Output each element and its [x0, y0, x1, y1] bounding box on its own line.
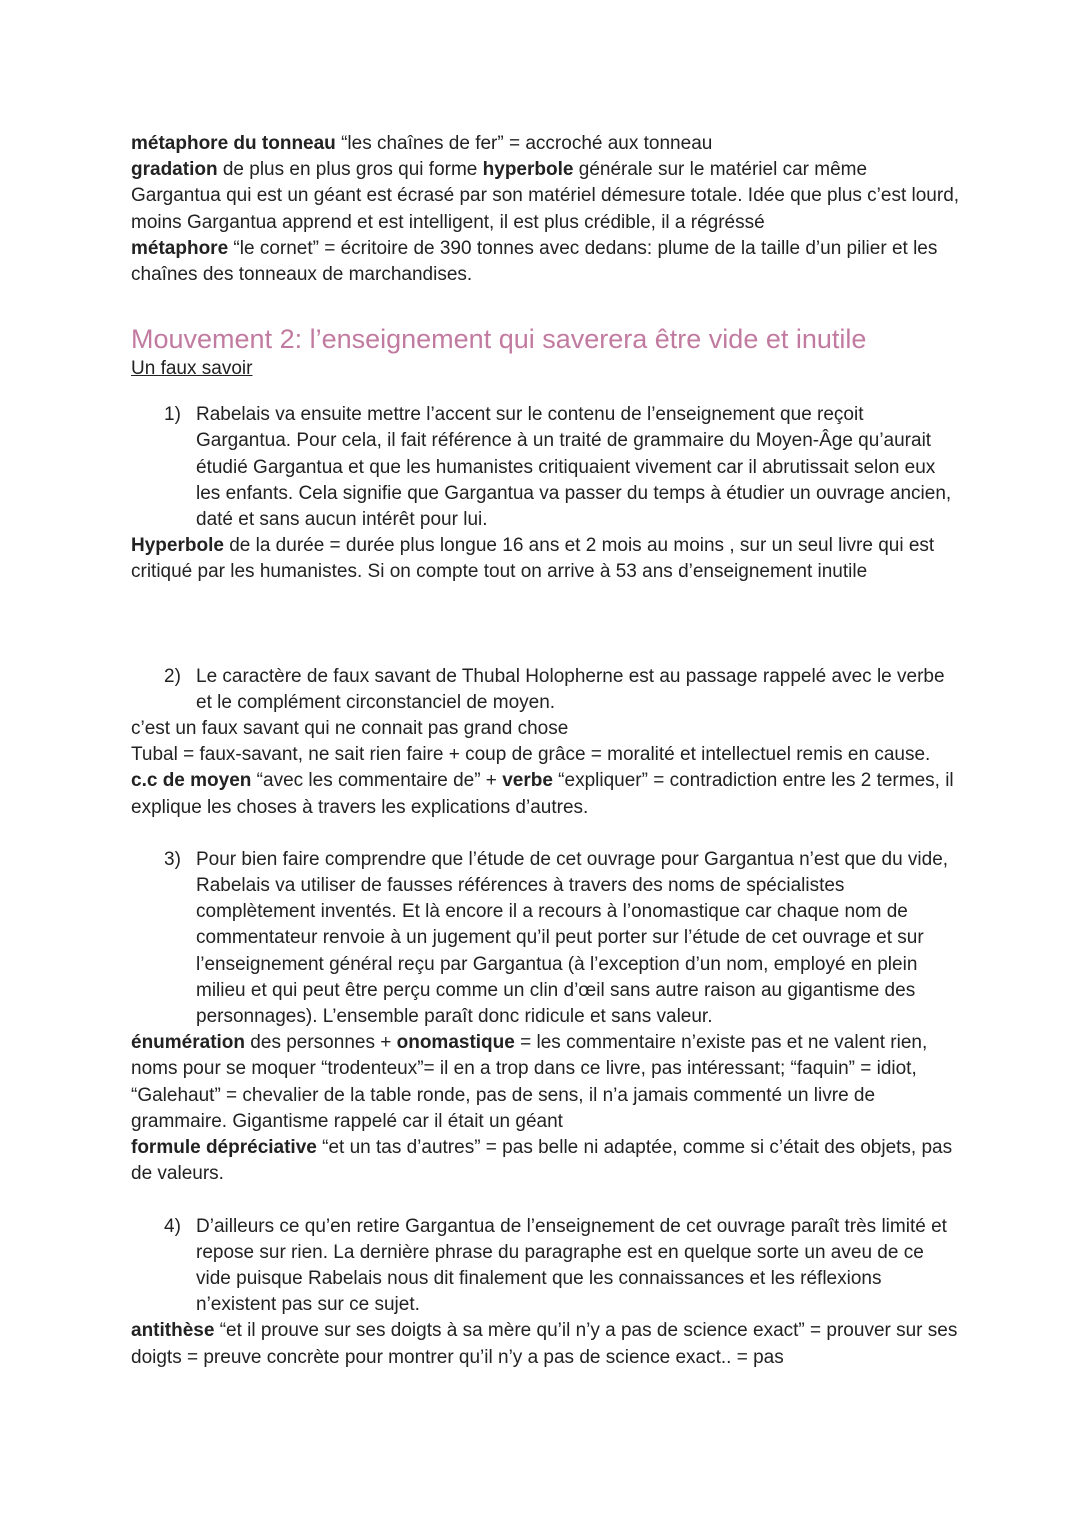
section-heading: Mouvement 2: l’enseignement qui saverera être vide et inutile [131, 324, 867, 355]
bold-term: gradation [131, 159, 218, 181]
list-item-text: D’ailleurs ce qu’en retire Gargantua de l’enseignement de cet ouvrage paraît très limité et repose sur rien. La dernière phrase du paragraphe est en quelque sorte un aveu de ce vide puisque Rabelais nous dit finalement que les connaissances et les réflexions n’existent pas sur ce sujet. [196, 1215, 947, 1316]
paragraph-text: de plus en plus gros qui forme [217, 159, 483, 181]
list-item [131, 402, 961, 533]
bold-term: métaphore du tonneau [131, 133, 336, 154]
paragraph-text: générale sur le matériel car même Gargantua qui est un géant est écrasé par son matériel démesure totale. Idée que plus c’est lourd, moins Gargantua apprend et est intelligent, il est plus crédible, il a régréssé [131, 159, 960, 233]
list-item-text: Pour bien faire comprendre que l’étude de cet ouvrage pour Gargantua n’est que du vide, Rabelais va utiliser de fausses références à travers des noms de spécialistes complètement inventés. Et là encore il a recours à l’onomastique car chaque nom de commentateur renvoie à un jugement qu’il peut porter sur l’étude de cet ouvrage et sur l’enseignement général reçu par Gargantua (à l’exception d’un nom, employé en plein milieu et qui peut être perçu comme un clin d’œil sans autre raison au gigantisme des personnages). L’ensemble paraît donc ridicule et sans valeur. [196, 848, 949, 1028]
list-item-number: 2) [164, 665, 181, 687]
list-item-number: 3) [164, 848, 181, 870]
list-item-number: 1) [164, 404, 181, 426]
paragraph-text: “et il prouve sur ses doigts à sa mère qu’il n’y a pas de science exact” = prouver sur ses doigts = preuve concrète pour montrer qu’il n’y a pas de science exact.. = pas [131, 1320, 958, 1368]
list-item-text: Rabelais va ensuite mettre l’accent sur le contenu de l’enseignement que reçoit Gargantua. Pour cela, il fait référence à un traité de grammaire du Moyen-Âge qu’aurait étudié Gargantua et que les humanistes critiquaient vivement car il abrutissait selon eux les enfants. Cela signifie que Gargantua va passer du temps à étudier un ouvrage ancien, daté et sans aucun intérêt pour lui. [196, 404, 952, 531]
paragraph-text: “expliquer” = contradiction entre les 2 termes, il explique les choses à travers les explications d’autres. [131, 770, 954, 818]
spacer [131, 638, 961, 664]
bold-term: hyperbole [482, 159, 574, 181]
list-item-number: 4) [164, 1215, 181, 1237]
note-cc-moyen [131, 768, 961, 820]
note-antithese [131, 1318, 961, 1370]
list-item [131, 664, 961, 716]
note-faux-savant: c’est un faux savant qui ne connait pas grand chose [131, 718, 569, 740]
note-enumeration [131, 1030, 961, 1135]
note-hyperbole [131, 533, 961, 585]
note-tubal: Tubal = faux-savant, ne sait rien faire + coup de grâce = moralité et intellectuel remis en cause. [131, 744, 931, 766]
spacer [131, 1188, 961, 1214]
paragraph-metaphore-cornet [131, 236, 961, 288]
paragraph-text: “les chaînes de fer” = accroché aux tonneau [335, 133, 713, 154]
paragraph-text: = les commentaire n’existe pas et ne valent rien, noms pour se moquer “trodenteux”= il en a trop dans ce livre, pas intéressant; “faquin” = idiot, “Galehaut” = chevalier de la table ronde, pas de sens, il n’a jamais commenté un livre de grammaire. Gigantisme rappelé car il était un géant [131, 1032, 928, 1132]
paragraph-text: de la durée = durée plus longue 16 ans et 2 mois au moins , sur un seul livre qui est critiqué par les humanistes. Si on compte tout on arrive à 53 ans d’enseignement inutile [131, 535, 935, 583]
paragraph-text: “le cornet” = écritoire de 390 tonnes avec dedans: plume de la taille d’un pilier et les chaînes des tonneaux de marchandises. [131, 237, 938, 286]
list-item [131, 1214, 961, 1319]
bold-term: formule dépréciative [131, 1137, 317, 1159]
paragraph-text: “avec les commentaire de” + [251, 770, 503, 792]
spacer [131, 821, 961, 847]
bold-term: métaphore [131, 237, 229, 259]
bold-term: Hyperbole [131, 535, 224, 557]
bold-term: c.c de moyen [131, 770, 252, 792]
spacer [131, 586, 961, 638]
paragraph-gradation [131, 157, 961, 236]
document-page [131, 131, 961, 1371]
bold-term: énumération [131, 1032, 246, 1054]
bold-term: antithèse [131, 1320, 215, 1342]
section-subheading: Un faux savoir [131, 358, 253, 380]
paragraph-metaphore-tonneau [131, 131, 961, 157]
bold-term: onomastique [396, 1032, 515, 1054]
list-item-text: Le caractère de faux savant de Thubal Holopherne est au passage rappelé avec le verbe et le complément circonstanciel de moyen. [196, 665, 945, 713]
list-item [131, 847, 961, 1030]
note-formule [131, 1135, 961, 1187]
bold-term: verbe [502, 770, 553, 792]
paragraph-text: “et un tas d’autres” = pas belle ni adaptée, comme si c’était des objets, pas de valeurs. [131, 1137, 953, 1185]
paragraph-text: des personnes + [245, 1032, 397, 1054]
